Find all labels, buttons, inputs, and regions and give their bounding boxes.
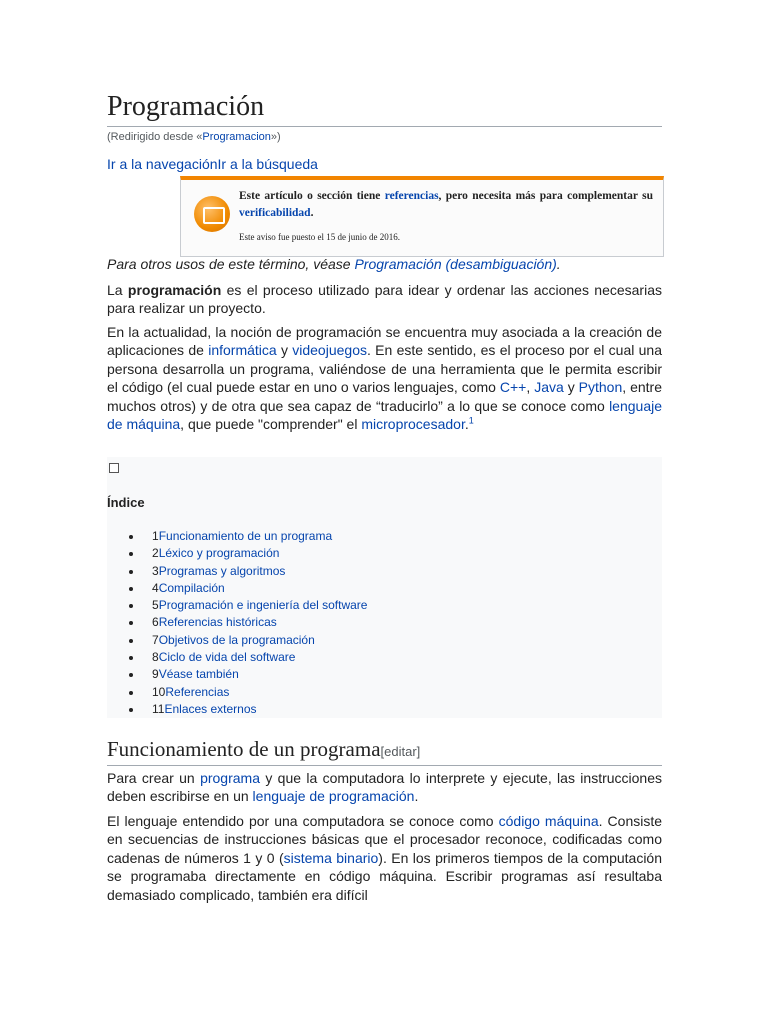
toc-title: Índice bbox=[107, 495, 145, 510]
toc-item[interactable] bbox=[107, 545, 367, 562]
toc-link[interactable]: Referencias históricas bbox=[158, 615, 277, 630]
toc-item[interactable] bbox=[107, 614, 367, 631]
lenguaje-de-maquina-link[interactable]: lenguaje de máquina bbox=[107, 397, 662, 433]
lenguaje-de-programacion-link[interactable]: lenguaje de programación bbox=[252, 788, 415, 805]
toc-item[interactable] bbox=[107, 701, 367, 718]
redirect-prefix: (Redirigido desde « bbox=[107, 131, 203, 143]
p2-text-a: En la actualidad, la noción de programación se encuentra muy asociada a la creación de aplicaciones de bbox=[107, 324, 662, 359]
informatica-link[interactable]: informática bbox=[208, 342, 277, 359]
dablink-end: . bbox=[556, 256, 561, 272]
p2-text-c: . En este sentido, es el proceso por el cual una persona desarrolla un programa, valiéndose de una herramienta que le permita escribir el código (el cual puede estar en uno o varios lenguajes, como bbox=[107, 342, 663, 396]
sistema-binario-link[interactable]: sistema binario bbox=[283, 849, 379, 866]
p3-text-a: Para crear un bbox=[107, 770, 201, 786]
context-paragraph bbox=[107, 323, 662, 433]
toc-number: 4 bbox=[152, 580, 159, 595]
verifiability-link[interactable]: verificabilidad bbox=[239, 207, 311, 219]
disambiguation-link[interactable]: Programación (desambiguación) bbox=[354, 256, 557, 272]
p1-bold-term: programación bbox=[127, 282, 222, 298]
p1-text-a: La bbox=[107, 282, 128, 298]
redirect-suffix: ») bbox=[270, 131, 281, 143]
toc-link[interactable]: Programas y algoritmos bbox=[158, 563, 286, 578]
toc-item[interactable] bbox=[107, 666, 367, 683]
references-link[interactable]: referencias bbox=[384, 190, 439, 202]
p2-text-d: , bbox=[526, 379, 535, 396]
toc-link[interactable]: Ciclo de vida del software bbox=[158, 650, 296, 665]
microprocesador-link[interactable]: microprocesador bbox=[361, 416, 465, 433]
notice-text bbox=[239, 188, 653, 222]
toc-link[interactable]: Programación e ingeniería del software bbox=[158, 598, 368, 613]
notice-text-1: Este artículo o sección tiene bbox=[239, 190, 385, 202]
python-link[interactable]: Python bbox=[578, 379, 623, 396]
toc-link[interactable]: Objetivos de la programación bbox=[158, 632, 315, 647]
toc-link[interactable]: Véase también bbox=[158, 667, 239, 682]
toc-number: 6 bbox=[152, 615, 159, 630]
p4-text-c: ). En los primeros tiempos de la computación se programaba directamente en código máquina. Escribir programas así resultaba demasiado complicado, también era difícil bbox=[107, 849, 663, 903]
toc-number: 11 bbox=[152, 701, 165, 716]
toc-item[interactable] bbox=[107, 597, 367, 614]
notice-text-2: , pero necesita más para complementar su bbox=[438, 190, 654, 202]
p3-text-b: y que la computadora lo interprete y ejecute, las instrucciones deben escribirse en un bbox=[107, 770, 662, 805]
toc-link[interactable]: Referencias bbox=[165, 684, 230, 699]
p4-text-a: El lenguaje entendido por una computadora se conoce como bbox=[107, 813, 499, 829]
toc-number: 2 bbox=[152, 546, 159, 561]
java-link[interactable]: Java bbox=[534, 379, 564, 396]
toc-number: 5 bbox=[152, 598, 159, 613]
toc-list bbox=[107, 528, 367, 718]
toc-item[interactable] bbox=[107, 580, 367, 597]
redirect-link[interactable]: Programacion bbox=[202, 131, 271, 143]
jump-links bbox=[107, 156, 318, 172]
p2-text-h: . bbox=[464, 416, 469, 433]
programa-link[interactable]: programa bbox=[200, 770, 260, 786]
toc-item[interactable] bbox=[107, 684, 367, 701]
toc-number: 3 bbox=[152, 563, 159, 578]
cpp-link[interactable]: C++ bbox=[499, 379, 527, 396]
section-paragraph-1 bbox=[107, 769, 662, 806]
page-title: Programación bbox=[107, 90, 662, 127]
toc-number: 9 bbox=[152, 667, 159, 682]
p1-text-c: es el proceso utilizado para idear y ordenar las acciones necesarias para realizar un proyecto. bbox=[107, 282, 662, 317]
section-paragraph-2 bbox=[107, 812, 662, 904]
toc-number: 8 bbox=[152, 650, 159, 665]
jump-to-search-link[interactable]: Ir a la búsqueda bbox=[217, 156, 318, 172]
toc-item[interactable] bbox=[107, 528, 367, 545]
toc-link[interactable]: Léxico y programación bbox=[158, 546, 280, 561]
toc-link[interactable]: Funcionamiento de un programa bbox=[158, 529, 333, 543]
maintenance-notice bbox=[180, 176, 664, 257]
toc-link[interactable]: Compilación bbox=[158, 580, 225, 595]
notice-date: Este aviso fue puesto el 15 de junio de 2016. bbox=[239, 232, 400, 242]
dablink-text: Para otros usos de este término, véase bbox=[107, 256, 355, 272]
book-icon bbox=[194, 196, 230, 232]
p2-text-g: , que puede "comprender" el bbox=[180, 416, 362, 433]
p4-text-b: . Consiste en secuencias de instrucciones básicas que el procesador reconoce, codificadas como cadenas de números 1 y 0 ( bbox=[107, 813, 663, 866]
codigo-maquina-link[interactable]: código máquina bbox=[498, 813, 599, 829]
toc-number: 7 bbox=[152, 632, 159, 647]
reference-1-link[interactable]: 1 bbox=[468, 415, 474, 426]
intro-paragraph bbox=[107, 281, 662, 318]
notice-text-3: . bbox=[310, 207, 314, 219]
toc-number: 1 bbox=[152, 529, 159, 543]
toc-toggle-checkbox[interactable] bbox=[109, 463, 119, 473]
toc-link[interactable]: Enlaces externos bbox=[164, 701, 257, 716]
p2-text-f: , entre muchos otros) y de otra que sea capaz de “traducirlo” a lo que se conoce como bbox=[107, 379, 663, 414]
p3-text-c: . bbox=[414, 788, 419, 805]
table-of-contents bbox=[107, 457, 662, 718]
p2-text-b: y bbox=[276, 342, 293, 359]
section-heading bbox=[107, 736, 662, 766]
disambiguation-note bbox=[107, 256, 561, 272]
redirect-note bbox=[107, 131, 281, 143]
jump-to-navigation-link[interactable]: Ir a la navegación bbox=[107, 156, 218, 172]
toc-item[interactable] bbox=[107, 563, 367, 580]
toc-item[interactable] bbox=[107, 632, 367, 649]
section-title: Funcionamiento de un programa bbox=[107, 737, 381, 761]
edit-section-link[interactable]: [editar] bbox=[380, 744, 421, 759]
videojuegos-link[interactable]: videojuegos bbox=[292, 342, 367, 359]
toc-number: 10 bbox=[152, 684, 166, 699]
toc-item[interactable] bbox=[107, 649, 367, 666]
p2-text-e: y bbox=[563, 379, 579, 396]
